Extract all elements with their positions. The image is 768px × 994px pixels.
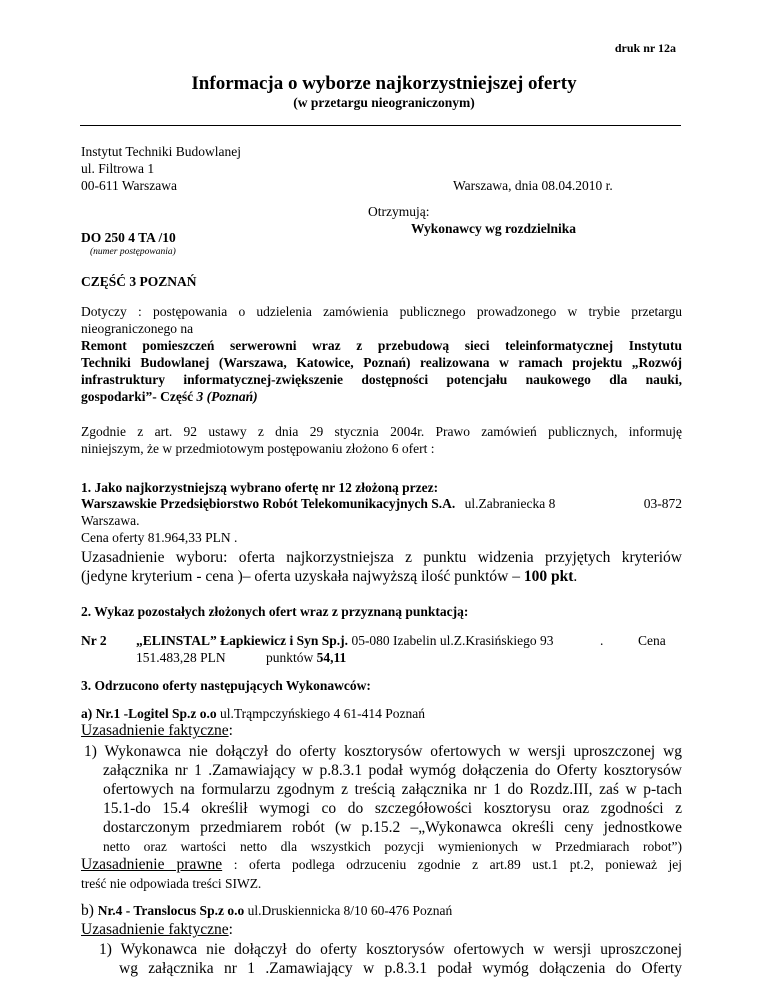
winner-price: Cena oferty 81.964,33 PLN . <box>81 530 238 545</box>
section2-heading: 2. Wykaz pozostałych złożonych ofert wraz z przyznaną punktacją: <box>81 604 469 619</box>
legal-text: : oferta podlega odrzuceniu zgodnie z art.89 ust.1 pt.2, ponieważ jej <box>222 857 683 872</box>
rejected-offer-b <box>81 902 452 920</box>
factual-line: 1) Wykonawca nie dołączył do oferty kosztorysów ofertowych w wersji uproszczonej wg <box>84 743 682 760</box>
winner-city: Warszawa. <box>81 513 140 528</box>
justification-line: Uzasadnienie wyboru: oferta najkorzystniejsza z punktu widzenia przyjętych kryteriów <box>81 549 682 566</box>
offer-price: 151.483,28 PLN <box>136 650 226 665</box>
sender-name: Instytut Techniki Budowlanej <box>81 144 242 159</box>
document-title: Informacja o wyborze najkorzystniejszej oferty <box>191 73 577 94</box>
print-number: druk nr 12a <box>614 41 676 55</box>
subject-part-name: 3 (Poznań) <box>196 389 258 404</box>
factual-line: 1) Wykonawca nie dołączył do oferty kosztorysów ofertowych w wersji uproszczonej <box>99 941 682 958</box>
sender-city: 00-611 Warszawa <box>81 178 178 193</box>
factual-line: dostarczonym przedmiarem robót (w p.15.2 –„Wykonawca określi ceny jednostkowe <box>103 819 682 836</box>
factual-heading-b-text: Uzasadnienie faktyczne <box>81 921 229 938</box>
case-number-note: (numer postępowania) <box>90 247 176 257</box>
offer-dot: . <box>600 633 604 648</box>
offer-points <box>266 650 346 666</box>
justification-line <box>81 567 682 586</box>
offer-number: Nr 2 <box>81 633 107 648</box>
winner-justification <box>81 548 682 586</box>
rejected-offer-b-prefix: b) <box>81 902 98 919</box>
subject-title-line: infrastruktury informatycznej-zwiększenie dostępności potencjału naukowego dla nauki, <box>81 372 682 387</box>
part-heading: CZĘŚĆ 3 POZNAŃ <box>81 274 197 289</box>
rejected-offer-a-label: a) Nr.1 -Logitel Sp.z o.o <box>81 706 217 721</box>
offer-points-value: 54,11 <box>316 650 347 665</box>
factual-heading-a-text: Uzasadnienie faktyczne <box>81 722 229 739</box>
offer-price-label: Cena <box>638 633 666 648</box>
offer-company: „ELINSTAL” Łapkiewicz i Syn Sp.j. <box>136 633 349 648</box>
header-divider <box>80 125 681 126</box>
legal-line: treść nie odpowiada treści SIWZ. <box>81 876 262 891</box>
factual-heading-b <box>81 921 233 939</box>
factual-line: załącznika nr 1 .Zamawiający w p.8.3.1 podał wymóg dołączenia do Oferty kosztorysów <box>103 762 682 779</box>
case-number: DO 250 4 TA /10 <box>81 230 176 245</box>
recipients-label: Otrzymują: <box>368 204 430 219</box>
factual-line: wg załącznika nr 1 .Zamawiający w p.8.3.1 podał wymóg dołączenia do Oferty <box>119 960 682 977</box>
factual-heading-a <box>81 722 233 740</box>
section1-heading: 1. Jako najkorzystniejszą wybrano ofertę nr 12 złożoną przez: <box>81 480 439 495</box>
document-date: Warszawa, dnia 08.04.2010 r. <box>453 178 613 193</box>
factual-heading-b-colon: : <box>228 921 233 938</box>
intro-line: niniejszym, że w przedmiotowym postępowaniu złożono 6 ofert : <box>81 441 435 456</box>
winner-address: ul.Zabraniecka 8 <box>464 496 556 511</box>
rejected-offer-a <box>81 706 425 722</box>
rejected-offer-b-label: Nr.4 - Translocus Sp.z o.o <box>97 903 245 918</box>
offer-points-label: punktów <box>266 650 317 665</box>
winner-company: Warszawskie Przedsiębiorstwo Robót Telekomunikacyjnych S.A. <box>81 496 456 511</box>
subject-line: Dotyczy : postępowania o udzielenia zamówienia publicznego prowadzonego w trybie przetargu <box>81 304 682 319</box>
legal-justification-a <box>81 855 682 893</box>
factual-heading-a-colon: : <box>228 722 233 739</box>
subject-title-line: Techniki Budowlanej (Warszawa, Katowice, Poznań) realizowana w ramach projektu „Rozwój <box>81 355 682 370</box>
offer-line <box>136 633 554 649</box>
sender-street: ul. Filtrowa 1 <box>81 161 155 176</box>
legal-line <box>81 855 682 874</box>
intro-paragraph <box>81 423 682 457</box>
subject-title-line: Remont pomieszczeń serwerowni wraz z przebudową sieci teleinformatycznej Instytutu <box>81 338 682 353</box>
subject-paragraph <box>81 303 682 405</box>
recipients-value: Wykonawcy wg rozdzielnika <box>411 221 577 236</box>
section3-heading: 3. Odrzucono oferty następujących Wykonawców: <box>81 678 371 693</box>
subject-line: nieograniczonego na <box>81 321 194 336</box>
subject-title-text: gospodarki”- Część <box>81 389 197 404</box>
justification-end: . <box>573 568 578 585</box>
factual-justification-b <box>81 940 682 978</box>
intro-line: Zgodnie z art. 92 ustawy z dnia 29 stycznia 2004r. Prawo zamówień publicznych, informuję <box>81 424 682 439</box>
winner-line <box>81 496 682 512</box>
offer-address: 05-080 Izabelin ul.Z.Krasińskiego 93 <box>351 633 554 648</box>
legal-heading: Uzasadnienie prawne <box>81 856 223 873</box>
rejected-offer-b-address: ul.Druskiennicka 8/10 60-476 Poznań <box>244 903 453 918</box>
subject-title-line <box>81 388 682 405</box>
rejected-offer-a-address: ul.Trąmpczyńskiego 4 61-414 Poznań <box>216 706 425 721</box>
justification-points: 100 pkt <box>523 568 574 585</box>
document-subtitle: (w przetargu nieograniczonym) <box>293 95 475 110</box>
factual-justification-a <box>81 742 682 856</box>
factual-line: 15.1-do 15.4 określił wymogi co do szczegółowości kosztorysu oraz zgodności z <box>103 800 682 817</box>
winner-postal: 03-872 <box>643 496 682 511</box>
justification-text: (jedyne kryterium - cena )– oferta uzyskała najwyższą ilość punktów – <box>81 568 524 585</box>
factual-line: ofertowych na formularzu zgodnym z treścią załącznika nr 1 do Rozdz.III, zaś w p-tach <box>103 781 682 798</box>
factual-line: netto oraz wartości netto dla wszystkich pozycji wymienionych w Przedmiarach robot”) <box>103 839 682 854</box>
